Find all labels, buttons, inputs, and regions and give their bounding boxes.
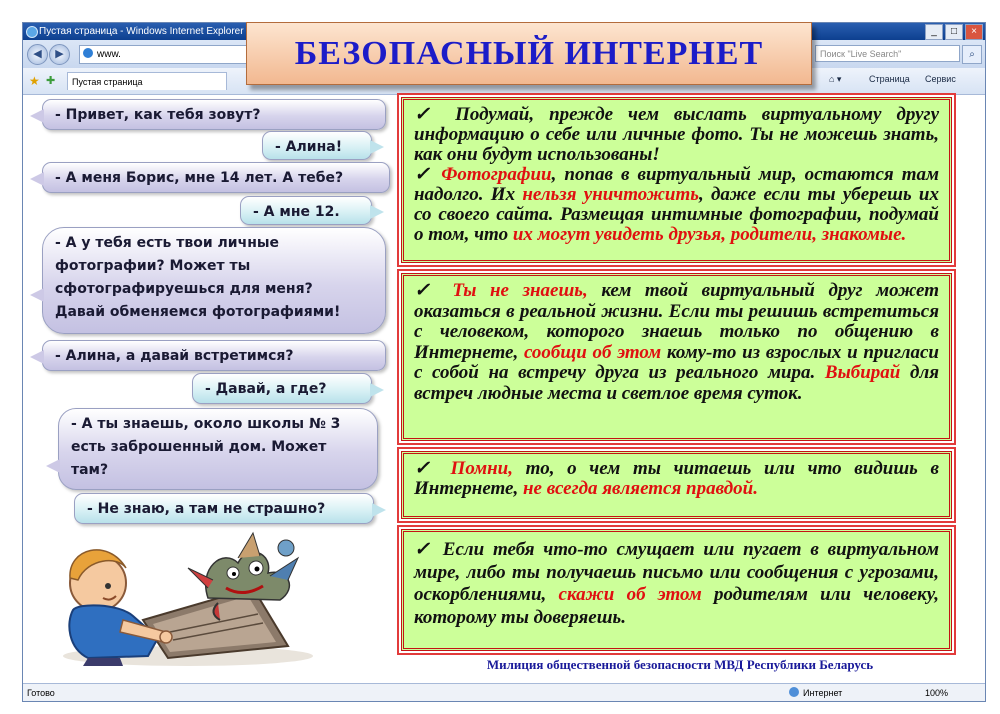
tip-box-threats bbox=[401, 529, 952, 651]
maximize-button[interactable]: □ bbox=[945, 24, 963, 40]
tools-menu[interactable]: Сервис bbox=[925, 74, 956, 84]
chat-bubble: - А у тебя есть твои личные фотографии? Может ты сфотографируешься для меня? Давай обменяемся фотографиями! bbox=[42, 227, 386, 334]
search-input[interactable]: Поиск "Live Search" bbox=[815, 45, 960, 62]
tip-text: ✓ Если тебя что-то смущает или пугает в виртуальном мире, либо ты получаешь письмо или сообщения с угрозами, оскорблениями, скажи об этом родителям или человеку, которому ты доверяешь. bbox=[414, 539, 939, 628]
window-title: Пустая страница - Windows Internet Explorer bbox=[39, 26, 244, 37]
tip-text: ✓ Подумай, прежде чем выслать виртуальному другу информацию о себе или личные фото. Ты не можешь знать, как они будут использованы! bbox=[414, 104, 939, 165]
tip-text: ✓ Фотографии, попав в виртуальный мир, остаются там надолго. Их нельзя уничтожить, даже если ты уберешь их со своего сайта. Размещая интимные фотографии, подумай о том, что их могут увидеть друзья, родители, знакомые. bbox=[414, 164, 940, 245]
chat-bubble: - Давай, а где? bbox=[192, 373, 372, 404]
globe-icon bbox=[789, 687, 799, 697]
tab-blank-page[interactable]: Пустая страница bbox=[67, 72, 227, 90]
security-zone: Интернет bbox=[789, 684, 842, 702]
tip-box-meeting bbox=[401, 273, 952, 441]
chat-bubble: - Алина! bbox=[262, 131, 372, 160]
favorites-star-icon[interactable]: ★ bbox=[29, 74, 40, 88]
window-controls bbox=[925, 24, 983, 40]
page-menu[interactable]: Страница bbox=[869, 74, 910, 84]
home-icon[interactable]: ⌂ ▾ bbox=[829, 74, 842, 84]
tip-text: ✓ Ты не знаешь, кем твой виртуальный друг может оказаться в реальной жизни. Если ты решишь встретиться с человеком, которого знаешь только по общению в Интернете, сообщи об этом кому-то из взрослых и пригласи с собой на встречу друга из реального мира. Выбирай для встреч людные места и светлое время суток. bbox=[414, 280, 939, 404]
chat-bubble: - Привет, как тебя зовут? bbox=[42, 99, 386, 130]
status-bar bbox=[23, 683, 985, 702]
chat-bubble: - Не знаю, а там не страшно? bbox=[74, 493, 374, 524]
ie-logo-icon bbox=[26, 26, 38, 38]
banner-title: БЕЗОПАСНЫЙ ИНТЕРНЕТ bbox=[294, 35, 764, 72]
title-banner bbox=[246, 22, 812, 85]
search-icon[interactable]: ⌕ bbox=[962, 45, 982, 64]
status-text: Готово bbox=[27, 688, 55, 698]
close-button[interactable]: × bbox=[965, 24, 983, 40]
footer-credit: Милиция общественной безопасности МВД Республики Беларусь bbox=[486, 657, 874, 672]
add-favorite-icon[interactable]: ✚ bbox=[46, 75, 56, 87]
chat-bubble: - Алина, а давай встретимся? bbox=[42, 340, 386, 371]
chat-bubble: - А мне 12. bbox=[240, 196, 372, 225]
tip-text: ✓ Помни, то, о чем ты читаешь или что видишь в Интернете, не всегда является правдой. bbox=[414, 458, 940, 499]
chat-bubble: - А ты знаешь, около школы № 3 есть заброшенный дом. Может там? bbox=[58, 408, 378, 490]
boy-computer-illustration bbox=[48, 528, 333, 668]
page-icon bbox=[83, 48, 93, 58]
forward-button[interactable]: ▶ bbox=[49, 44, 70, 65]
address-input[interactable]: www. bbox=[79, 45, 681, 64]
tip-box-photos bbox=[401, 97, 952, 263]
minimize-button[interactable]: _ bbox=[925, 24, 943, 40]
zoom-level[interactable]: 100% bbox=[925, 688, 949, 698]
tip-box-truth bbox=[401, 451, 952, 519]
back-button[interactable]: ◀ bbox=[27, 44, 48, 65]
chat-bubble: - А меня Борис, мне 14 лет. А тебе? bbox=[42, 162, 390, 193]
